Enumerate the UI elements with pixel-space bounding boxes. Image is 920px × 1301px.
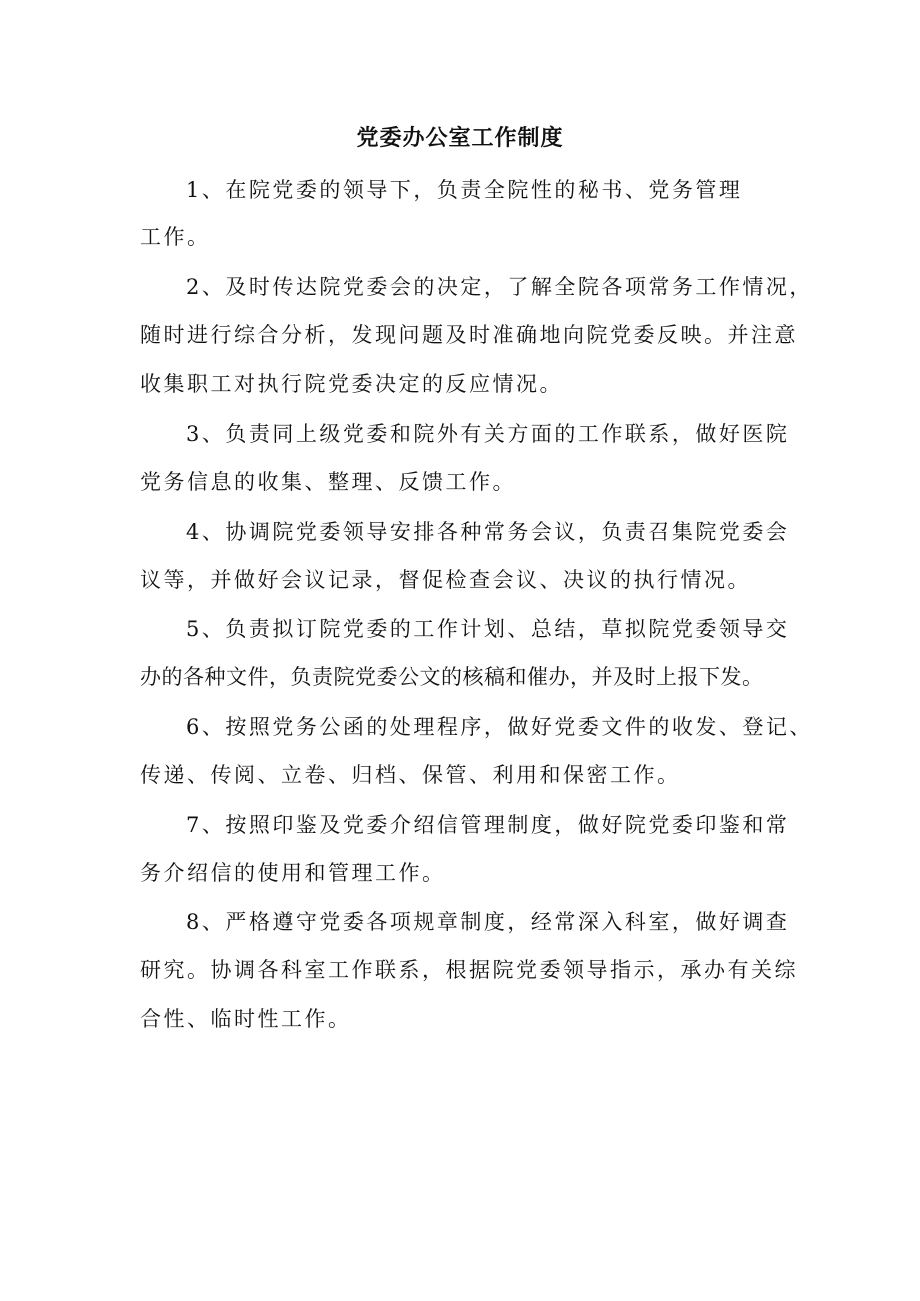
body-line: 4、协调院党委领导安排各种常务会议，负责召集院党委会	[186, 520, 790, 544]
body-line: 5、负责拟订院党委的工作计划、总结，草拟院党委领导交	[186, 617, 790, 641]
body-line: 1、在院党委的领导下，负责全院性的秘书、党务管理	[186, 178, 743, 202]
body-line: 党务信息的收集、整理、反馈工作。	[140, 470, 516, 494]
body-line: 随时进行综合分析，发现问题及时准确地向院党委反映。并注意	[140, 323, 798, 347]
body-line: 工作。	[140, 225, 211, 249]
document-title: 党委办公室工作制度	[356, 125, 564, 151]
body-line: 研究。协调各科室工作联系，根据院党委领导指示，承办有关综	[140, 958, 798, 982]
body-line: 合性、临时性工作。	[140, 1007, 352, 1031]
body-line: 办的各种文件，负责院党委公文的核稿和催办，并及时上报下发。	[140, 665, 764, 689]
body-line: 7、按照印鉴及党委介绍信管理制度，做好院党委印鉴和常	[186, 813, 790, 837]
body-line: 议等，并做好会议记录，督促检查会议、决议的执行情况。	[140, 568, 751, 592]
body-line: 传递、传阅、立卷、归档、保管、利用和保密工作。	[140, 763, 681, 787]
body-line: 务介绍信的使用和管理工作。	[140, 861, 446, 885]
body-line: 6、按照党务公函的处理程序，做好党委文件的收发、登记、	[186, 715, 813, 739]
body-line: 3、负责同上级党委和院外有关方面的工作联系，做好医院	[186, 422, 790, 446]
body-line: 8、严格遵守党委各项规章制度，经常深入科室，做好调查	[186, 910, 790, 934]
body-line: 收集职工对执行院党委决定的反应情况。	[140, 372, 563, 396]
body-line: 2、及时传达院党委会的决定，了解全院各项常务工作情况，	[186, 275, 813, 299]
